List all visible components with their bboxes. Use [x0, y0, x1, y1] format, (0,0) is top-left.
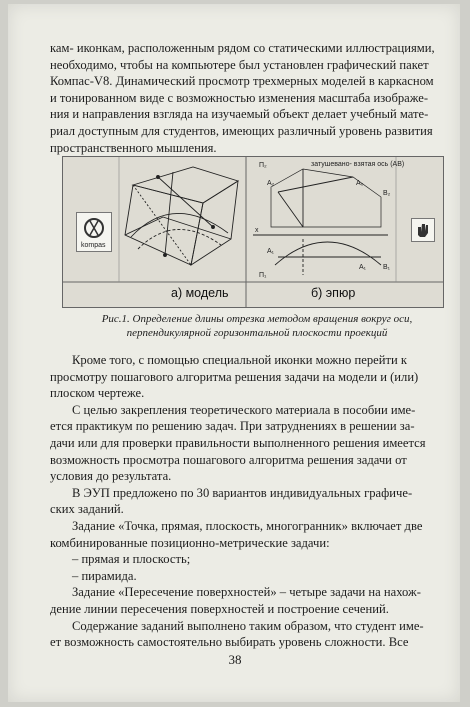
figure-caption — [92, 312, 422, 340]
label-p1: П₁ — [259, 272, 267, 279]
figure-label-model: а) модель — [171, 286, 229, 300]
paragraph-line: Задание «Пересечение поверхностей» – четыре задачи на нахож- — [72, 585, 421, 600]
intro-line: необходимо, чтобы на компьютере был установлен графический пакет — [50, 57, 429, 72]
paragraph — [50, 402, 446, 485]
paragraph — [50, 568, 446, 585]
label-p2: П₂ — [259, 162, 267, 169]
label-a1: A₁ — [267, 248, 275, 255]
label-b2: B₂ — [383, 190, 391, 197]
paragraph-line: Задание «Точка, прямая, плоскость, многогранник» включает две — [72, 518, 423, 533]
paragraph-line: ских заданий. — [50, 502, 124, 517]
label-a2: A₂ — [267, 180, 275, 187]
figure-1 — [62, 156, 444, 308]
intro-text — [50, 40, 446, 156]
paragraph — [50, 485, 446, 518]
paragraph-line: дение линии пересечения поверхностей и построение сечений. — [50, 601, 389, 616]
hand-icon — [412, 219, 434, 241]
page-number: 38 — [228, 652, 242, 667]
algorithm-icon[interactable] — [411, 218, 435, 242]
paragraph-line: условия до результата. — [50, 469, 172, 484]
intro-line: ния и направления взгляда на изучаемый объект делает учебный мате- — [50, 107, 429, 122]
label-a0: A₀ — [356, 180, 364, 187]
paragraph-line: возможность просмотра пошагового алгоритма решения задачи от — [50, 452, 407, 467]
intro-line: и тонированном виде с возможностью изменения масштаба изображе- — [50, 90, 429, 105]
label-b1: B₁ — [383, 264, 391, 271]
kompas-icon[interactable] — [76, 212, 112, 252]
figure-drawing — [63, 157, 443, 307]
paragraph-line: В ЭУП предложено по 30 вариантов индивидуальных графиче- — [72, 485, 413, 500]
paragraph — [50, 551, 446, 568]
paragraph-line: плоском чертеже. — [50, 386, 145, 401]
paragraph-line: просмотру пошагового алгоритма решения задачи на модели и (или) — [50, 369, 419, 384]
intro-line: Компас-V8. Динамический просмотр трехмерных моделей в каркасном — [50, 74, 434, 89]
paragraph-line: дачи или для проверки правильности выполненного решения имеется — [50, 435, 426, 450]
paragraph — [50, 584, 446, 617]
paragraph-line: комбинированные позиционно-метрические задачи: — [50, 535, 330, 550]
paragraph — [50, 518, 446, 551]
label-a1-b: A₁ — [359, 264, 367, 271]
model-drawing — [125, 167, 238, 265]
paragraph — [50, 352, 446, 402]
figure-label-epure: б) эпюр — [311, 286, 356, 300]
paragraph-line: – пирамида. — [72, 568, 137, 583]
intro-line: пространственного мышления. — [50, 140, 217, 155]
intro-line: риал доступным для студентов, имеющих различный уровень развития — [50, 123, 433, 138]
paragraph-line: – прямая и плоскость; — [72, 552, 191, 567]
intro-line: кам- иконкам, расположенным рядом со статическими иллюстрациями, — [50, 41, 435, 55]
caption-line: перпендикулярной горизонтальной плоскости проекций — [126, 327, 388, 339]
paragraph-line: Кроме того, с помощью специальной иконки можно перейти к — [72, 353, 407, 367]
caption-line: Рис.1. Определение длины отрезка методом вращения вокруг оси, — [101, 313, 413, 325]
paragraph — [50, 618, 446, 651]
label-x: x — [255, 227, 259, 234]
paragraph-line: С целью закрепления теоретического материала в пособии име- — [72, 402, 416, 417]
paragraph-line: Содержание заданий выполнено таким образом, что студент име- — [72, 618, 424, 633]
paragraph-line: ет возможность самостоятельно выбирать уровень сложности. Все — [50, 635, 409, 650]
body-text — [50, 352, 446, 651]
paragraph-line: ется практикум по решению задач. При затруднениях в решении за- — [50, 419, 415, 434]
kompas-label: kompas — [81, 242, 106, 249]
label-axis: затушевано- взятая ось (AB) — [311, 161, 405, 168]
kompas-logo — [77, 213, 111, 251]
